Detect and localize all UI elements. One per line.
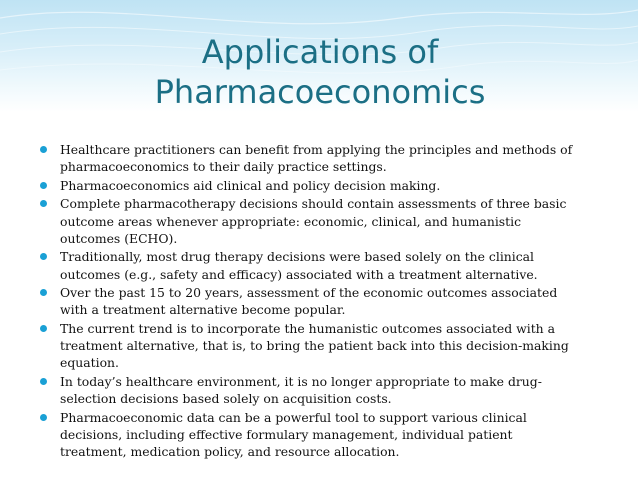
bullet-item [38, 195, 583, 247]
bullet-dot-icon [40, 182, 47, 189]
bullet-text: Traditionally, most drug therapy decisions were based solely on the clinical outcomes (e.g., safety and efficacy) associated with a treatment alternative. [60, 249, 538, 282]
bullet-text: Pharmacoeconomic data can be a powerful tool to support various clinical decisions, including effective formulary management, individual patient treatment, medication policy, and resource allocation. [60, 409, 527, 460]
bullet-item [38, 248, 583, 282]
bullet-text: Complete pharmacotherapy decisions should contain assessments of three basic outcome areas whenever appropriate: economic, clinical, and humanistic outcomes (ECHO). [60, 196, 567, 246]
slide-title [60, 32, 580, 112]
title-line-2: Pharmacoeconomics [154, 73, 486, 111]
bullet-item [38, 373, 583, 407]
bullet-dot-icon [40, 146, 47, 153]
bullet-list [38, 141, 583, 462]
bullet-item [38, 409, 583, 461]
bullet-item [38, 141, 583, 175]
bullet-dot-icon [40, 414, 47, 421]
bullet-dot-icon [40, 200, 47, 207]
bullet-dot-icon [40, 289, 47, 296]
title-line-1: Applications of [201, 33, 439, 71]
bullet-dot-icon [40, 325, 47, 332]
bullet-text: Healthcare practitioners can benefit from applying the principles and methods of pharmacoeconomics to their daily practice settings. [60, 142, 573, 175]
bullet-item [38, 320, 583, 372]
bullet-text: Over the past 15 to 20 years, assessment of the economic outcomes associated with a treatment alternative become popular. [60, 285, 558, 318]
bullet-item [38, 284, 583, 318]
bullet-text: The current trend is to incorporate the humanistic outcomes associated with a treatment alternative, that is, to bring the patient back into this decision-making equation. [60, 320, 569, 371]
bullet-item [38, 177, 583, 194]
bullet-dot-icon [40, 378, 47, 385]
bullet-text: Pharmacoeconomics aid clinical and policy decision making. [60, 177, 441, 193]
bullet-text: In today’s healthcare environment, it is no longer appropriate to make drug-selection decisions based solely on acquisition costs. [60, 373, 542, 407]
bullet-dot-icon [40, 253, 47, 260]
